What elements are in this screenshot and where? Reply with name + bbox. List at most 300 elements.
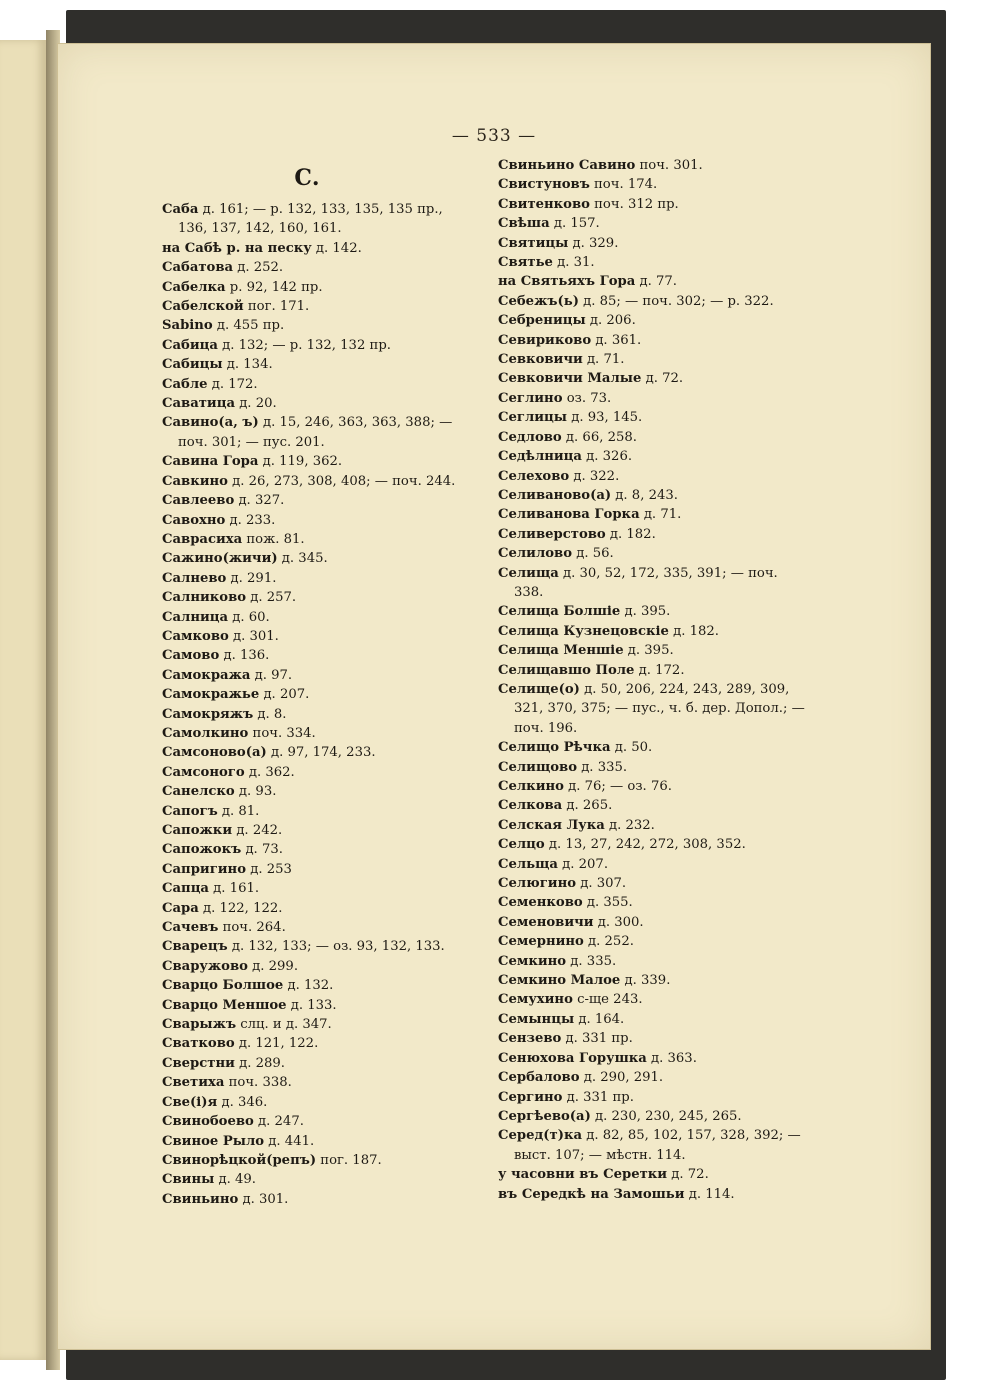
entry-references: д. 345. [277,551,328,567]
entry-headword: Сварцо Болшое [162,978,284,994]
entry-headword: Сапца [162,881,209,897]
facing-page-edge [0,40,48,1360]
index-entry [162,1132,492,1151]
index-entry [498,1165,828,1184]
entry-headword: Сваружово [162,958,248,974]
entry-references: д. 291. [226,570,277,586]
entry-headword: Седѣлница [498,449,582,465]
entry-headword: Самокряжъ [162,706,254,722]
index-entry [162,278,492,297]
index-entry [498,913,828,932]
entry-headword: Сабатова [162,260,234,276]
entry-references: д. 329. [568,235,619,251]
index-entry [498,1010,828,1029]
entry-references: д. 164. [574,1011,625,1027]
entry-references: д. 252. [583,934,634,950]
index-entry [498,1185,828,1204]
entry-references: д. 207. [259,687,310,703]
entry-headword: Селцо [498,837,545,853]
entry-references: р. 92, 142 пр. [225,279,323,295]
index-entry [498,1107,828,1126]
entry-headword: Сапожки [162,823,233,838]
entry-headword: Свины [162,1172,215,1188]
page-number: — 533 — [451,126,537,146]
entry-headword: Сабицы [162,357,223,373]
entry-references: д. 290, 291. [579,1070,664,1086]
index-entry [162,1170,492,1189]
entry-headword: Сельща [498,856,558,872]
entry-references: д. 114. [684,1186,735,1202]
index-entry [162,200,492,219]
entry-headword: Самово [162,648,220,664]
index-entry [498,1029,828,1048]
index-entry [498,331,828,350]
index-entry [498,738,828,757]
entry-references: д. 133. [286,997,337,1013]
index-entry [498,1126,828,1145]
entry-headword: Селищавшо Поле [498,662,635,678]
index-entry [162,705,492,724]
entry-references: д. 30, 52, 172, 335, 391; — поч. [558,565,778,581]
entry-references: поч. 174. [589,177,658,193]
index-entry [162,297,492,316]
entry-references: с-ще 243. [572,992,643,1008]
entry-headword: Савина Гора [162,454,259,470]
entry-references: д. 395. [623,643,674,659]
entry-headword: Sabino [162,318,213,334]
entry-references: д. 26, 273, 308, 408; — поч. 244. [227,473,456,489]
index-entry [162,472,492,491]
index-entry [162,899,492,918]
index-entry [498,564,828,583]
entry-headword: Сара [162,900,199,916]
index-entry [162,627,492,646]
entry-references: поч. 196. [514,720,578,736]
entry-headword: на Сабѣ р. на песку [162,240,312,256]
entry-references: д. 327. [234,493,285,509]
entry-references: д. 300. [593,914,644,930]
index-entry [162,685,492,704]
entry-references: д. 97. [250,667,293,683]
index-entry [498,408,828,427]
index-entry [498,175,828,194]
entry-headword: Селкова [498,798,563,814]
entry-references: д. 335. [566,953,617,969]
entry-headword: Саба [162,202,199,217]
entry-references: д. 362. [244,764,295,780]
index-entry [498,602,828,621]
entry-headword: Селюгино [498,876,577,892]
index-entry [162,724,492,743]
index-entry [498,583,828,602]
entry-headword: Селиванова Горка [498,507,640,523]
index-column-left [162,156,492,1209]
entry-references: поч. 301. [635,158,703,173]
index-entry [162,937,492,956]
entry-headword: Севириково [498,332,592,348]
index-entry [498,428,828,447]
entry-references: д. 77. [635,274,677,290]
entry-headword: Сабица [162,337,218,353]
entry-headword: Селищо Рѣчка [498,740,611,756]
entry-headword: Самокража [162,667,251,683]
index-entry [162,433,492,452]
index-entry [498,214,828,233]
entry-headword: Сажино(жичи) [162,551,278,567]
entry-references: д. 50. [610,740,653,756]
index-entry [162,375,492,394]
index-entry [162,1112,492,1131]
index-entry [162,840,492,859]
index-entry [498,1068,828,1087]
entry-references: пож. 81. [242,531,305,547]
index-entry [498,292,828,311]
entry-references: д. 207. [557,856,609,872]
entry-references: д. 441. [264,1133,315,1149]
entry-headword: Селище(о) [498,681,580,697]
entry-headword: Савохно [162,512,226,528]
entry-headword: Севковичи Малые [498,371,642,387]
entry-references: д. 233. [225,512,276,528]
entry-references: д. 49. [214,1172,256,1188]
entry-headword: Семернино [498,934,584,950]
entry-references: д. 20. [235,396,277,412]
entry-references: д. 71. [639,507,682,523]
entry-headword: Сергино [498,1089,563,1105]
index-entry [162,782,492,801]
index-entry [162,569,492,588]
entry-references: д. 142. [311,240,362,256]
index-entry [162,239,492,258]
entry-headword: Свинобоево [162,1114,254,1130]
index-entry [162,646,492,665]
index-entry [498,1146,828,1165]
entry-headword: Савино(а, ъ) [162,415,259,431]
entry-headword: Свитенково [498,196,590,212]
entry-headword: Свиное Рыло [162,1133,265,1149]
entry-references: д. 326. [581,449,633,465]
index-entry [162,530,492,549]
index-entry [498,816,828,835]
index-entry [162,1034,492,1053]
entry-references: пог. 171. [243,299,310,315]
index-entry [498,447,828,466]
entry-references: д. 122, 122. [198,900,283,916]
index-entry [162,219,492,238]
entry-references: поч. 301; — пус. 201. [178,434,325,450]
entry-headword: Свиньино Савино [498,158,636,173]
index-entry [498,796,828,815]
entry-headword: Селилово [498,546,573,562]
entry-headword: Сварецъ [162,939,228,955]
entry-references: д. 13, 27, 242, 272, 308, 352. [544,837,746,853]
index-entry [162,1015,492,1034]
entry-references: д. 232. [604,817,655,833]
index-entry [162,996,492,1015]
entry-references: д. 253 [246,861,292,877]
index-entry [498,544,828,563]
entry-references: д. 346. [217,1094,268,1110]
index-entry [498,156,828,175]
entry-headword: Сапригино [162,861,247,877]
entry-references: поч. 312 пр. [589,196,679,212]
index-entry [498,253,828,272]
entry-headword: Сабле [162,376,208,392]
entry-references: поч. 264. [218,920,286,936]
index-entry [162,666,492,685]
entry-headword: Самсоного [162,764,245,780]
entry-headword: Седлово [498,429,562,445]
index-entry [162,511,492,530]
entry-headword: Селища [498,565,559,581]
entry-headword: у часовни въ Серетки [498,1167,668,1183]
entry-headword: Семынцы [498,1011,575,1027]
entry-headword: Сачевъ [162,920,219,936]
entry-references: д. 299. [247,958,299,974]
entry-headword: Санелско [162,784,235,800]
entry-references: д. 76; — оз. 76. [563,779,672,794]
index-entry [162,957,492,976]
entry-headword: Себреницы [498,313,586,329]
entry-headword: Сергѣево(а) [498,1108,591,1124]
entry-references: д. 119, 362. [258,454,343,470]
entry-references: д. 230, 230, 245, 265. [590,1108,742,1124]
entry-headword: Самсоново(а) [162,745,267,761]
index-entry [498,661,828,680]
entry-headword: Семеновичи [498,914,594,930]
index-entry [498,855,828,874]
entry-references: д. 73. [241,842,283,858]
index-entry [162,802,492,821]
entry-references: д. 72. [641,371,684,387]
index-entry [498,311,828,330]
entry-headword: Семухино [498,992,573,1008]
index-entry [162,821,492,840]
entry-headword: Семкино [498,953,567,969]
index-entry [162,588,492,607]
index-entry [498,971,828,990]
entry-references: д. 82, 85, 102, 157, 328, 392; — [582,1128,801,1144]
index-entry [498,195,828,214]
index-entry [498,699,828,718]
index-entry [498,1088,828,1107]
index-entry [162,763,492,782]
index-entry [162,258,492,277]
entry-references: д. 15, 246, 363, 363, 388; — [258,415,453,431]
entry-headword: Свинорѣцкой(репъ) [162,1152,317,1168]
entry-headword: Сабелка [162,279,226,295]
entry-headword: Селища Кузнецовскіе [498,623,669,639]
entry-headword: Сербалово [498,1070,580,1086]
entry-references: 338. [514,584,544,600]
index-entry [162,918,492,937]
index-entry [498,719,828,738]
index-entry [162,394,492,413]
entry-references: д. 60. [228,609,270,625]
entry-headword: Семкино Малое [498,973,621,989]
entry-references: д. 93, 145. [567,410,643,426]
entry-headword: Себежъ(ь) [498,293,579,309]
section-letter: С. [294,165,320,191]
index-entry [498,350,828,369]
entry-headword: Сеглино [498,390,563,406]
entry-headword: Светиха [162,1075,225,1091]
entry-references: д. 31. [552,255,595,271]
entry-references: д. 132. [283,978,334,994]
entry-headword: Сверстни [162,1055,235,1071]
entry-headword: Сенюхова Горушка [498,1050,647,1066]
entry-headword: Сварыжъ [162,1017,237,1033]
index-entry [498,758,828,777]
entry-references: д. 339. [620,973,671,989]
entry-headword: Селищово [498,759,577,775]
entry-references: д. 252. [233,260,284,276]
index-entry [498,777,828,796]
entry-headword: Селкино [498,779,564,794]
index-entry [498,486,828,505]
entry-references: д. 257. [246,590,297,606]
entry-references: д. 242. [232,823,283,838]
entry-references: д. 301. [238,1191,289,1207]
entry-references: д. 136. [219,648,270,664]
entry-references: выст. 107; — мѣстн. 114. [514,1147,686,1163]
index-entry [498,389,828,408]
entry-headword: Салница [162,609,229,625]
entry-references: д. 361. [591,332,642,348]
index-entry [498,234,828,253]
index-entry [162,608,492,627]
index-entry [162,1054,492,1073]
entry-references: д. 335. [577,759,628,775]
entry-headword: Селехово [498,468,570,484]
entry-headword: Сапогъ [162,803,218,819]
index-entry [498,272,828,291]
entry-headword: Сабелской [162,299,244,315]
index-entry [162,1073,492,1092]
entry-references: д. 161; — р. 132, 133, 135, 135 пр., [198,202,443,217]
entry-references: оз. 73. [562,390,612,406]
index-entry [162,1190,492,1209]
entry-references: д. 247. [253,1114,304,1130]
index-entry [162,1151,492,1170]
entry-headword: Сензево [498,1031,562,1047]
entry-references: д. 8, 243. [611,487,678,503]
entry-headword: Салнево [162,570,227,586]
index-entry [498,525,828,544]
index-entry [498,369,828,388]
index-entry [498,990,828,1009]
entry-headword: Селиваново(а) [498,487,612,503]
entry-references: д. 363. [646,1050,697,1066]
index-entry [162,976,492,995]
index-entry [162,743,492,762]
entry-headword: Самокражье [162,687,260,703]
entry-headword: Сапожокъ [162,842,242,858]
entry-headword: Сеглицы [498,410,568,426]
entry-references: д. 132, 133; — оз. 93, 132, 133. [227,939,445,955]
entry-headword: Свиньино [162,1191,239,1207]
entry-headword: Святицы [498,235,569,251]
entry-references: д. 172. [634,662,685,678]
entry-references: пог. 187. [316,1152,382,1168]
entry-references: д. 85; — поч. 302; — р. 322. [578,293,774,309]
index-column-right [498,156,828,1204]
entry-headword: Сватково [162,1036,235,1052]
index-entry [498,1049,828,1068]
entry-headword: Селища Болшіе [498,604,621,620]
entry-headword: Селища Меншіе [498,643,624,659]
entry-references: д. 301. [228,628,279,644]
book-page [58,44,930,1349]
entry-references: слц. и д. 347. [236,1017,332,1033]
index-entry [162,413,492,432]
entry-references: д. 97, 174, 233. [266,745,376,761]
entry-references: 321, 370, 375; — пус., ч. б. дер. Допол.; — [514,701,805,717]
entry-headword: Самолкино [162,725,249,741]
entry-references: д. 121, 122. [234,1036,319,1052]
index-entry [498,505,828,524]
entry-headword: Свѣша [498,216,550,232]
entry-references: д. 56. [572,546,614,562]
entry-references: д. 289. [234,1055,285,1071]
entry-references: д. 157. [549,216,600,232]
index-entry [162,549,492,568]
entry-references: д. 355. [582,895,633,911]
entry-headword: Святье [498,255,553,271]
entry-references: д. 322. [569,468,620,484]
entry-headword: Селская Лука [498,817,605,833]
entry-headword: Серед(т)ка [498,1128,583,1144]
index-entry [162,316,492,335]
entry-headword: Сварцо Меншое [162,997,287,1013]
entry-headword: на Святьяхъ Гора [498,274,636,290]
entry-references: д. 172. [207,376,258,392]
index-entry [162,355,492,374]
index-entry [162,491,492,510]
entry-references: поч. 334. [248,725,316,741]
index-entry [162,1093,492,1112]
entry-references: д. 331 пр. [562,1089,634,1105]
entry-references: д. 307. [576,876,627,892]
entry-headword: Салниково [162,590,247,606]
entry-references: д. 182. [668,623,719,639]
entry-headword: Селиверстово [498,526,606,542]
entry-references: д. 134. [222,357,273,373]
entry-references: д. 265. [562,798,613,814]
entry-references: д. 161. [208,881,260,897]
index-entry [498,932,828,951]
entry-headword: Самково [162,628,229,644]
index-entry [498,874,828,893]
entry-headword: Саврасиха [162,531,243,547]
entry-headword: въ Середкѣ на Замошьи [498,1186,685,1202]
entry-headword: Савлеево [162,493,235,509]
entry-references: д. 8. [253,706,287,722]
index-entry [162,452,492,471]
index-entry [162,879,492,898]
entry-references: 136, 137, 142, 160, 161. [178,221,342,237]
entry-headword: Свистуновъ [498,177,590,193]
entry-headword: Савкино [162,473,228,489]
entry-references: д. 182. [605,526,656,542]
entry-references: д. 331 пр. [561,1031,633,1047]
entry-references: поч. 338. [224,1075,292,1091]
index-entry [498,641,828,660]
index-entry [498,680,828,699]
entry-references: д. 72. [667,1167,709,1183]
index-entry [498,467,828,486]
entry-headword: Све(і)я [162,1094,218,1110]
